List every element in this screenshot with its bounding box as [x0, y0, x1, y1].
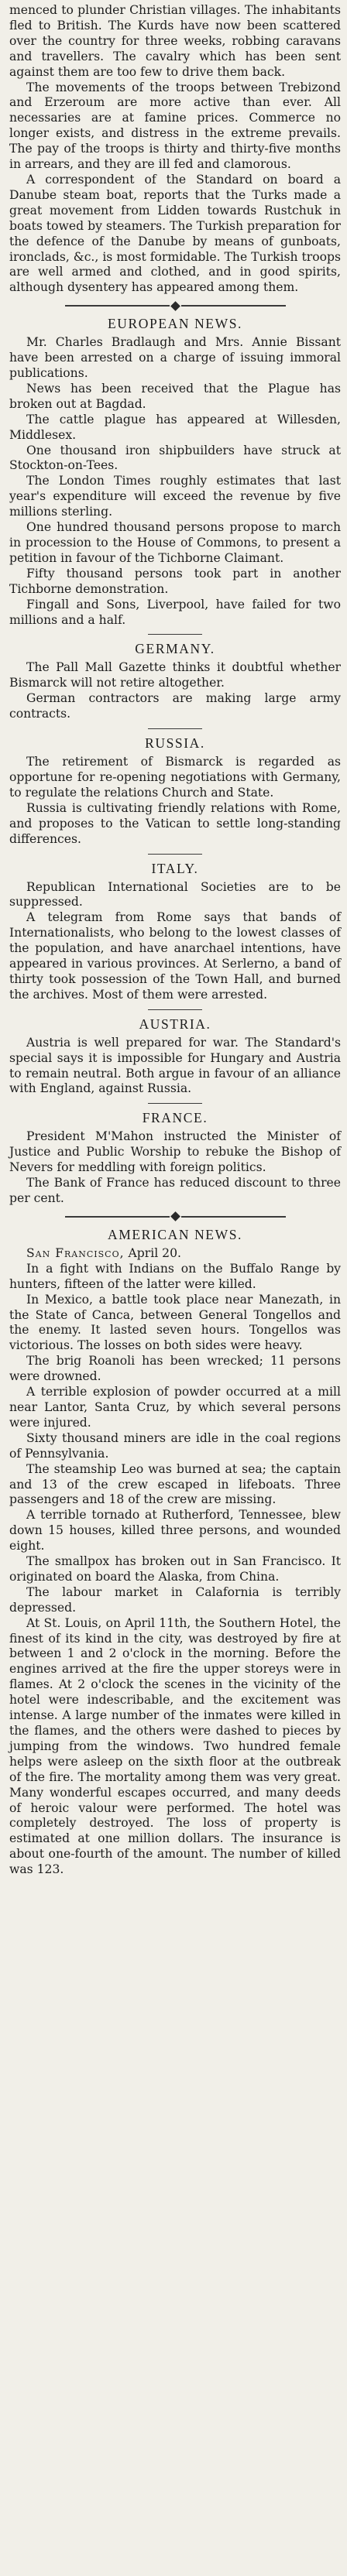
section-heading-european: EUROPEAN NEWS.: [107, 316, 243, 332]
section-heading-american: AMERICAN NEWS.: [107, 1226, 243, 1242]
article-paragraph: A telegram from Rome says that bands of Internationalists, who belong to the lowest classes of the population, and have anarchael intentions, have appeared in various provinces. At Serlerno, a band of thirty took possession of the Town Hall, and burned the archives. Most of them were arrested.: [9, 910, 341, 1002]
diamond-ornament-icon: [170, 1212, 180, 1222]
article-paragraph: Sixty thousand miners are idle in the coal regions of Pennsylvania.: [9, 1430, 341, 1461]
divider-line: [65, 1216, 170, 1218]
section-heading-russia: RUSSIA.: [145, 735, 205, 752]
article-paragraph: A terrible explosion of powder occurred at a mill near Lantor, Santa Cruz, by which several persons were injured.: [9, 1385, 341, 1430]
short-divider: [148, 728, 202, 729]
short-divider: [148, 854, 202, 855]
article-paragraph: Fifty thousand persons took part in another Tichborne demonstration.: [9, 566, 341, 596]
article-paragraph: Russia is cultivating friendly relations with Rome, and proposes to the Vatican to settle long-standing differences.: [9, 800, 341, 846]
article-paragraph: In a fight with Indians on the Buffalo Range by hunters, fifteen of the latter were killed.: [9, 1261, 341, 1291]
article-paragraph: At St. Louis, on April 11th, the Southern Hotel, the finest of its kind in the city, was destroyed by fire at between 1 and 2 o'clock in the morning. Before the engines arrived at the fire the upper storeys were in flames. At 2 o'clock the scenes in the vicinity of the hotel were indescribable, and the excitement was intense. A large number of the inmates were killed in the flames, and the others were dashed to pieces by jumping from the windows. Two hundred female helps were asleep on the sixth floor at the outbreak of the fire. The mortality among them was very great. Many wonderful escapes occurred, and many deeds of heroic valour were performed. The hotel was completely destroyed. The loss of property is estimated at one million dollars. The insurance is about one-fourth of the amount. The number of killed was 123.: [9, 1615, 341, 1877]
dateline-date: April 20.: [124, 1245, 181, 1260]
article-paragraph: A terrible tornado at Rutherford, Tennessee, blew down 15 houses, killed three persons, and wounded eight.: [9, 1508, 341, 1553]
section-divider: [9, 1210, 341, 1224]
article-paragraph: The London Times roughly estimates that last year's expenditure will exceed the revenue by five millions sterling.: [9, 474, 341, 519]
section-heading-austria: AUSTRIA.: [139, 1016, 211, 1032]
article-paragraph: German contractors are making large army contracts.: [9, 691, 341, 721]
article-paragraph: The Bank of France has reduced discount to three per cent.: [9, 1176, 341, 1205]
article-paragraph: The cattle plague has appeared at Willesden, Middlesex.: [9, 412, 341, 442]
article-paragraph: One hundred thousand persons propose to march in procession to the House of Commons, to present a petition in favour of the Tichborne Claimant.: [9, 520, 341, 565]
article-paragraph: The steamship Leo was burned at sea; the captain and 13 of the crew escaped in lifeboats. Three passengers and 18 of the crew are missing.: [9, 1461, 341, 1507]
article-paragraph: The smallpox has broken out in San Francisco. It originated on board the Alaska, from China.: [9, 1554, 341, 1584]
divider-line: [181, 305, 286, 307]
dateline: [9, 1246, 341, 1262]
diamond-ornament-icon: [170, 301, 180, 311]
article-paragraph: The movements of the troops between Trebizond and Erzeroum are more active than ever. All necessaries are at famine prices. Commerce no longer exists, and distress in the extreme prevails. The pay of the troops is thirty and thirty-five months in arrears, and they are ill fed and clamorous.: [9, 80, 341, 172]
section-heading-germany: GERMANY.: [135, 641, 215, 657]
dateline-place: San Francisco,: [26, 1245, 125, 1260]
short-divider: [148, 1009, 202, 1010]
article-paragraph: The brig Roanoli has been wrecked; 11 persons were drowned.: [9, 1354, 341, 1384]
article-paragraph: Republican International Societies are to be suppressed.: [9, 879, 341, 909]
section-heading-italy: ITALY.: [151, 860, 199, 876]
article-paragraph: menced to plunder Christian villages. The inhabitants fled to British. The Kurds have now been scattered over the country for three weeks, robbing caravans and travellers. The cavalry which has been sent against them are too few to drive them back.: [9, 3, 341, 79]
article-paragraph: In Mexico, a battle took place near Manezath, in the State of Canca, between General Tongellos and the enemy. It lasted seven hours. Tongellos was victorious. The losses on both sides were heavy.: [9, 1292, 341, 1353]
article-paragraph: Mr. Charles Bradlaugh and Mrs. Annie Bissant have been arrested on a charge of issuing immoral publications.: [9, 335, 341, 381]
divider-line: [181, 1216, 286, 1218]
article-paragraph: News has been received that the Plague has broken out at Bagdad.: [9, 381, 341, 411]
article-paragraph: The labour market in Calafornia is terribly depressed.: [9, 1584, 341, 1615]
article-paragraph: Austria is well prepared for war. The Standard's special says it is impossible for Hungary and Austria to remain neutral. Both argue in favour of an alliance with England, against Russia.: [9, 1035, 341, 1096]
article-paragraph: The Pall Mall Gazette thinks it doubtful whether Bismarck will not retire altogether.: [9, 660, 341, 690]
section-heading-france: FRANCE.: [142, 1110, 208, 1126]
article-paragraph: Fingall and Sons, Liverpool, have failed for two millions and a half.: [9, 597, 341, 627]
section-divider: [9, 299, 341, 313]
article-paragraph: One thousand iron shipbuilders have struck at Stockton-on-Tees.: [9, 443, 341, 473]
divider-line: [65, 305, 170, 307]
short-divider: [148, 634, 202, 635]
article-paragraph: President M'Mahon instructed the Minister of Justice and Public Worship to rebuke the Bishop of Nevers for meddling with foreign politics.: [9, 1129, 341, 1175]
short-divider: [148, 1103, 202, 1104]
article-paragraph: A correspondent of the Standard on board a Danube steam boat, reports that the Turks made a great movement from Lidden towards Rustchuk in boats towed by steamers. The Turkish preparation for the defence of the Danube by means of gunboats, ironclads, &c., is most formidable. The Turkish troops are well armed and clothed, and in good spirits, although dysentery has appeared among them.: [9, 172, 341, 295]
article-paragraph: The retirement of Bismarck is regarded as opportune for re-opening negotiations with Germany, to regulate the relations Church and State.: [9, 755, 341, 800]
